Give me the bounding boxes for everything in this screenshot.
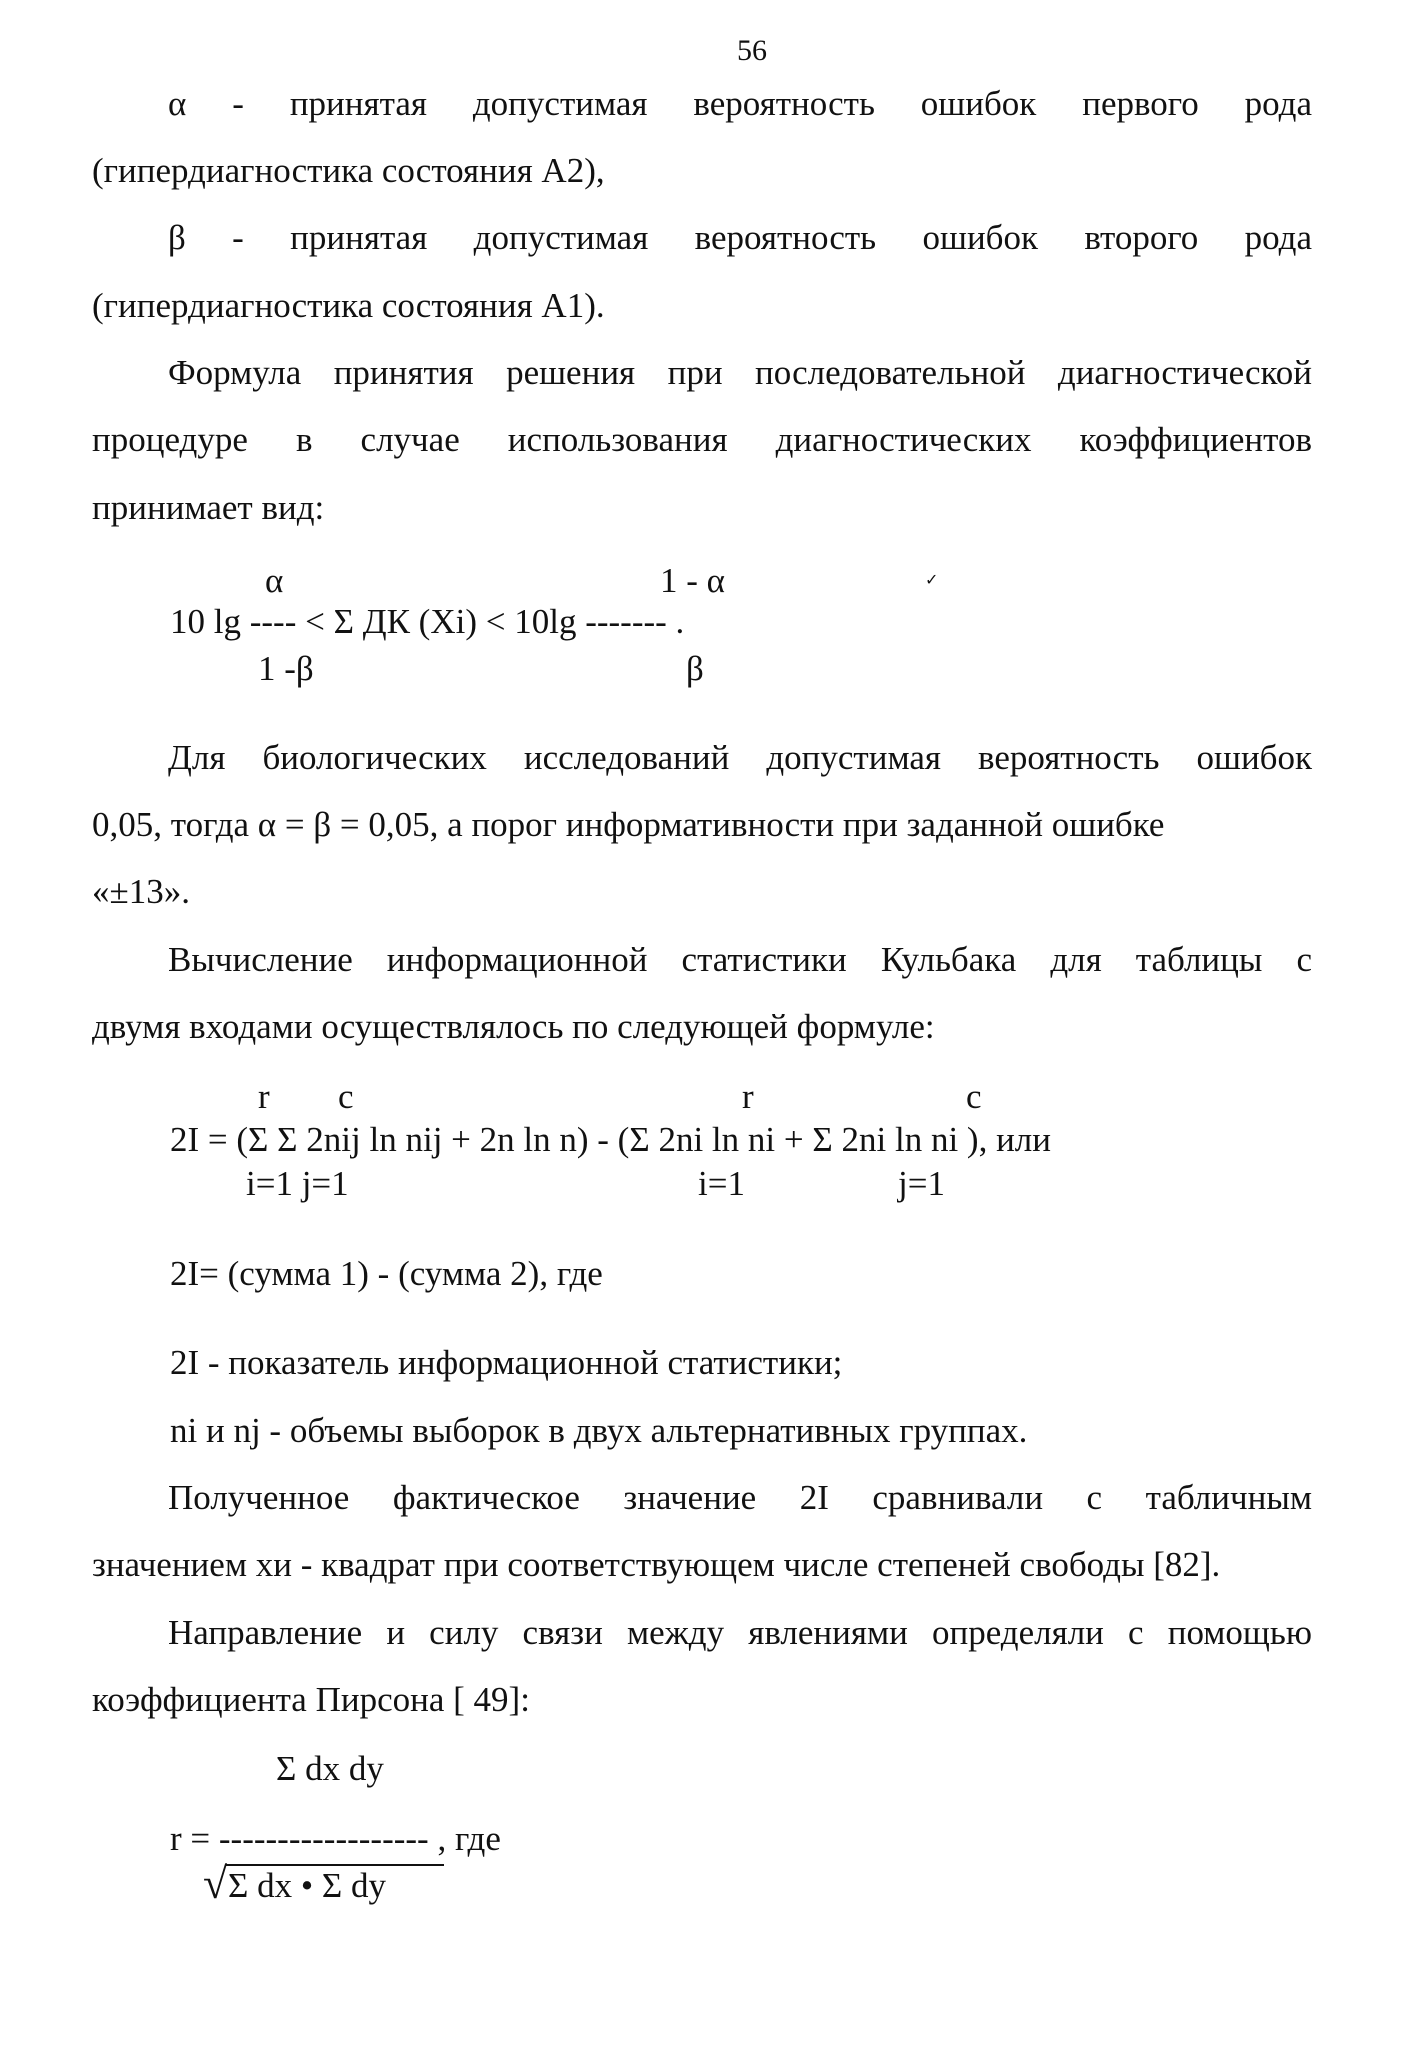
definition-2i: 2I - показатель информационной статистики; — [170, 1343, 843, 1382]
paragraph-formula-intro-line2: процедуре в случае использования диагностических коэффициентов — [92, 420, 1312, 459]
paragraph-alpha-line1: α - принятая допустимая вероятность ошибок первого рода — [168, 84, 1312, 123]
formula-pearson-sqrt-sign: √ — [203, 1859, 228, 1908]
paragraph-bio-line2: 0,05, тогда α = β = 0,05, а порог информативности при заданной ошибке — [92, 805, 1165, 844]
page-number: 56 — [737, 34, 767, 67]
formula-decision-main: 10 lg ---- < Σ ДК (Xi) < 10lg ------- . — [170, 602, 685, 641]
paragraph-formula-intro-line3: принимает вид: — [92, 488, 325, 527]
paragraph-bio-line3: «±13». — [92, 872, 190, 911]
formula-pearson-denominator: Σ dx • Σ dy — [228, 1866, 386, 1905]
formula-pearson-main: r = ------------------ , где — [170, 1819, 501, 1858]
paragraph-kullback-line1: Вычисление информационной статистики Кульбака для таблицы с — [168, 940, 1312, 979]
paragraph-bio-line1: Для биологических исследований допустимая вероятность ошибок — [168, 738, 1312, 777]
formula-kullback-sup-c1: c — [338, 1077, 354, 1116]
formula-kullback-main: 2I = (Σ Σ 2nij ln nij + 2n ln n) - (Σ 2ni ln ni + Σ 2ni ln ni ), или — [170, 1120, 1051, 1159]
paragraph-pearson-line2: коэффициента Пирсона [ 49]: — [92, 1680, 530, 1719]
formula-decision-num-right: 1 - α — [660, 561, 725, 600]
formula-decision-stray-mark: ✓ — [925, 572, 939, 589]
formula-kullback-sub-i: i=1 — [698, 1164, 745, 1203]
formula-decision-num-left: α — [265, 561, 284, 600]
paragraph-alpha-line2: (гипердиагностика состояния А2), — [92, 151, 605, 190]
paragraph-compare-line1: Полученное фактическое значение 2I сравнивали с табличным — [168, 1478, 1312, 1517]
formula-decision-den-left: 1 -β — [258, 649, 314, 688]
paragraph-pearson-line1: Направление и силу связи между явлениями определяли с помощью — [168, 1613, 1312, 1652]
formula-kullback-sup-c2: c — [966, 1077, 982, 1116]
formula-pearson-numerator: Σ dx dy — [276, 1749, 384, 1788]
paragraph-beta-line1: β - принятая допустимая вероятность ошибок второго рода — [168, 218, 1312, 257]
formula-kullback-sub-ij: i=1 j=1 — [246, 1164, 349, 1203]
paragraph-compare-line2: значением хи - квадрат при соответствующем числе степеней свободы [82]. — [92, 1545, 1221, 1584]
paragraph-formula-intro-line1: Формула принятия решения при последовательной диагностической — [168, 353, 1312, 392]
formula-kullback-sup-r2: r — [742, 1077, 754, 1116]
paragraph-kullback-line2: двумя входами осуществлялось по следующей формуле: — [92, 1007, 935, 1046]
formula-decision-den-right: β — [686, 649, 704, 688]
paragraph-beta-line2: (гипердиагностика состояния А1). — [92, 286, 605, 325]
definition-ni-nj: ni и nj - объемы выборок в двух альтернативных группах. — [170, 1411, 1028, 1450]
sum-equation: 2I= (сумма 1) - (сумма 2), где — [170, 1254, 603, 1293]
formula-kullback-sup-r1: r — [258, 1077, 270, 1116]
formula-kullback-sub-j: j=1 — [898, 1164, 945, 1203]
